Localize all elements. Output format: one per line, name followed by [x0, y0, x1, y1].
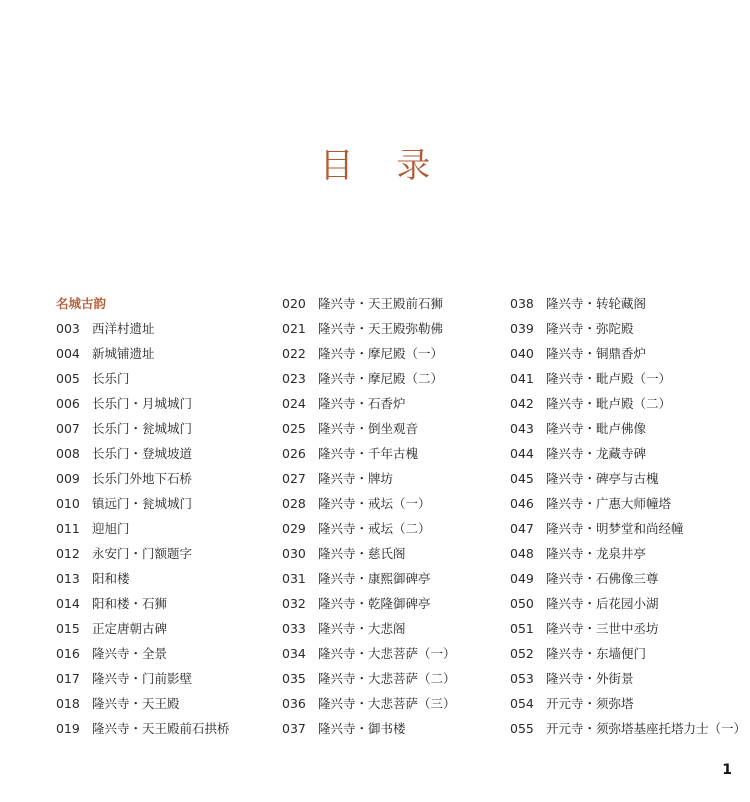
toc-entry-page-number: 004: [56, 346, 80, 361]
toc-entry-title: 阳和楼・石狮: [92, 596, 168, 611]
toc-column-1: [56, 291, 276, 741]
toc-entry[interactable]: [56, 616, 276, 641]
toc-entry-page-number: 028: [282, 496, 306, 511]
toc-entry-title: 隆兴寺・天王殿: [92, 696, 180, 711]
toc-entry[interactable]: [56, 441, 276, 466]
toc-entry[interactable]: [56, 516, 276, 541]
toc-entry[interactable]: [510, 491, 746, 516]
toc-entry[interactable]: [510, 616, 746, 641]
toc-entry-page-number: 010: [56, 496, 80, 511]
toc-entries-col-1: [56, 316, 276, 741]
toc-entry-title: 隆兴寺・弥陀殿: [546, 321, 634, 336]
toc-entry[interactable]: [282, 616, 508, 641]
toc-entry-page-number: 053: [510, 671, 534, 686]
toc-entry[interactable]: [282, 691, 508, 716]
toc-entry[interactable]: [510, 341, 746, 366]
toc-entry[interactable]: [282, 391, 508, 416]
toc-entry-title: 隆兴寺・康熙御碑亭: [318, 571, 431, 586]
toc-entry-title: 隆兴寺・天王殿前石拱桥: [92, 721, 230, 736]
toc-entry-page-number: 031: [282, 571, 306, 586]
toc-entry-page-number: 054: [510, 696, 534, 711]
toc-entry-page-number: 005: [56, 371, 80, 386]
toc-entry-page-number: 042: [510, 396, 534, 411]
toc-entry[interactable]: [56, 716, 276, 741]
toc-entry-page-number: 044: [510, 446, 534, 461]
toc-entry[interactable]: [282, 416, 508, 441]
toc-entry-page-number: 032: [282, 596, 306, 611]
toc-entry-page-number: 037: [282, 721, 306, 736]
toc-entry[interactable]: [56, 591, 276, 616]
toc-entry-title: 隆兴寺・转轮藏阁: [546, 296, 647, 311]
toc-entry-page-number: 047: [510, 521, 534, 536]
toc-entry-title: 隆兴寺・大悲菩萨（一）: [318, 646, 456, 661]
toc-entry-title: 新城铺遗址: [92, 346, 155, 361]
toc-entry[interactable]: [510, 666, 746, 691]
toc-entry-title: 迎旭门: [92, 521, 130, 536]
toc-entry-title: 长乐门・月城城门: [92, 396, 193, 411]
toc-entry[interactable]: [510, 516, 746, 541]
toc-entry-title: 隆兴寺・御书楼: [318, 721, 406, 736]
toc-entry-title: 隆兴寺・大悲阁: [318, 621, 406, 636]
toc-entry-title: 隆兴寺・碑亭与古槐: [546, 471, 659, 486]
toc-entry[interactable]: [282, 341, 508, 366]
toc-entry-page-number: 038: [510, 296, 534, 311]
toc-entry[interactable]: [510, 691, 746, 716]
page-title: 目 录: [319, 146, 447, 186]
toc-entry-page-number: 022: [282, 346, 306, 361]
toc-entry[interactable]: [510, 716, 746, 741]
toc-entry-title: 长乐门・登城坡道: [92, 446, 193, 461]
page-number: 1: [722, 762, 732, 778]
toc-entry-title: 隆兴寺・慈氏阁: [318, 546, 406, 561]
toc-entry-page-number: 007: [56, 421, 80, 436]
toc-entry-page-number: 043: [510, 421, 534, 436]
toc-column-3: [510, 291, 746, 741]
toc-entry[interactable]: [56, 316, 276, 341]
toc-entry[interactable]: [56, 541, 276, 566]
toc-entry-page-number: 039: [510, 321, 534, 336]
toc-entry[interactable]: [510, 316, 746, 341]
toc-entry[interactable]: [282, 366, 508, 391]
toc-entry-page-number: 018: [56, 696, 80, 711]
toc-entry-title: 隆兴寺・东墙便门: [546, 646, 647, 661]
toc-entry-page-number: 034: [282, 646, 306, 661]
toc-entry-page-number: 041: [510, 371, 534, 386]
toc-column-2: [282, 291, 508, 741]
toc-entry[interactable]: [510, 641, 746, 666]
toc-entry-title: 隆兴寺・天王殿弥勒佛: [318, 321, 444, 336]
toc-entry-page-number: 055: [510, 721, 534, 736]
toc-entry-title: 阳和楼: [92, 571, 130, 586]
toc-entry-page-number: 035: [282, 671, 306, 686]
toc-entries-col-2: [282, 291, 508, 741]
toc-entry-page-number: 052: [510, 646, 534, 661]
toc-entry[interactable]: [56, 491, 276, 516]
toc-entry[interactable]: [510, 366, 746, 391]
toc-entries-col-3: [510, 291, 746, 741]
toc-entry-page-number: 011: [56, 521, 80, 536]
toc-entry-title: 隆兴寺・毗卢佛像: [546, 421, 647, 436]
toc-entry[interactable]: [56, 391, 276, 416]
toc-entry-page-number: 036: [282, 696, 306, 711]
toc-entry-page-number: 024: [282, 396, 306, 411]
toc-entry-title: 开元寺・须弥塔基座托塔力士（一）: [546, 721, 747, 736]
table-of-contents: [56, 291, 746, 751]
toc-entry-page-number: 030: [282, 546, 306, 561]
toc-entry[interactable]: [56, 666, 276, 691]
toc-entry-page-number: 023: [282, 371, 306, 386]
toc-entry-page-number: 027: [282, 471, 306, 486]
toc-entry-page-number: 029: [282, 521, 306, 536]
toc-entry-title: 隆兴寺・摩尼殿（二）: [318, 371, 444, 386]
toc-entry[interactable]: [282, 516, 508, 541]
toc-entry-page-number: 016: [56, 646, 80, 661]
toc-entry[interactable]: [282, 666, 508, 691]
toc-entry-page-number: 025: [282, 421, 306, 436]
toc-entry-title: 隆兴寺・外街景: [546, 671, 634, 686]
toc-entry-page-number: 050: [510, 596, 534, 611]
toc-entry-page-number: 015: [56, 621, 80, 636]
toc-entry[interactable]: [282, 566, 508, 591]
toc-entry-title: 正定唐朝古碑: [92, 621, 168, 636]
toc-entry-page-number: 048: [510, 546, 534, 561]
toc-entry-title: 隆兴寺・戒坛（二）: [318, 521, 431, 536]
toc-entry[interactable]: [282, 641, 508, 666]
toc-entry[interactable]: [282, 716, 508, 741]
toc-entry-title: 隆兴寺・广惠大师幢塔: [546, 496, 672, 511]
toc-entry-title: 隆兴寺・明梦堂和尚经幢: [546, 521, 684, 536]
toc-entry-page-number: 026: [282, 446, 306, 461]
toc-entry-title: 隆兴寺・倒坐观音: [318, 421, 419, 436]
toc-entry-title: 隆兴寺・石佛像三尊: [546, 571, 659, 586]
toc-entry[interactable]: [282, 466, 508, 491]
toc-entry-page-number: 040: [510, 346, 534, 361]
toc-entry[interactable]: [282, 491, 508, 516]
toc-entry-title: 镇远门・瓮城城门: [92, 496, 193, 511]
toc-entry-title: 隆兴寺・全景: [92, 646, 168, 661]
toc-entry[interactable]: [510, 591, 746, 616]
toc-entry-title: 隆兴寺・摩尼殿（一）: [318, 346, 444, 361]
toc-entry[interactable]: [56, 466, 276, 491]
toc-entry[interactable]: [282, 541, 508, 566]
toc-entry-title: 长乐门・瓮城城门: [92, 421, 193, 436]
toc-entry-title: 隆兴寺・大悲菩萨（三）: [318, 696, 456, 711]
toc-entry-title: 长乐门外地下石桥: [92, 471, 193, 486]
toc-entry[interactable]: [510, 291, 746, 316]
toc-entry-page-number: 051: [510, 621, 534, 636]
toc-entry-title: 隆兴寺・戒坛（一）: [318, 496, 431, 511]
toc-entry-page-number: 021: [282, 321, 306, 336]
toc-entry-page-number: 019: [56, 721, 80, 736]
toc-entry[interactable]: [56, 641, 276, 666]
toc-entry[interactable]: [282, 316, 508, 341]
toc-entry-page-number: 013: [56, 571, 80, 586]
toc-entry-page-number: 033: [282, 621, 306, 636]
toc-entry-title: 隆兴寺・大悲菩萨（二）: [318, 671, 456, 686]
toc-entry-page-number: 049: [510, 571, 534, 586]
toc-entry-title: 隆兴寺・乾隆御碑亭: [318, 596, 431, 611]
toc-entry-title: 隆兴寺・铜鼎香炉: [546, 346, 647, 361]
toc-entry-title: 隆兴寺・龙泉井亭: [546, 546, 647, 561]
toc-entry-page-number: 046: [510, 496, 534, 511]
toc-entry-title: 隆兴寺・三世中丞坊: [546, 621, 659, 636]
toc-entry[interactable]: [510, 441, 746, 466]
toc-entry-title: 隆兴寺・天王殿前石狮: [318, 296, 444, 311]
toc-entry-title: 隆兴寺・石香炉: [318, 396, 406, 411]
toc-entry-page-number: 020: [282, 296, 306, 311]
toc-entry[interactable]: [510, 391, 746, 416]
toc-entry-title: 开元寺・须弥塔: [546, 696, 634, 711]
toc-entry-title: 隆兴寺・毗卢殿（一）: [546, 371, 672, 386]
toc-entry[interactable]: [510, 466, 746, 491]
toc-entry[interactable]: [56, 566, 276, 591]
toc-entry[interactable]: [510, 566, 746, 591]
toc-entry-title: 隆兴寺・后花园小湖: [546, 596, 659, 611]
toc-entry-page-number: 014: [56, 596, 80, 611]
toc-entry-page-number: 012: [56, 546, 80, 561]
toc-entry-title: 长乐门: [92, 371, 130, 386]
toc-entry-title: 隆兴寺・龙藏寺碑: [546, 446, 647, 461]
toc-entry[interactable]: [510, 541, 746, 566]
toc-entry-page-number: 006: [56, 396, 80, 411]
toc-entry-page-number: 009: [56, 471, 80, 486]
toc-entry[interactable]: [56, 366, 276, 391]
toc-entry-page-number: 017: [56, 671, 80, 686]
toc-entry-title: 隆兴寺・毗卢殿（二）: [546, 396, 672, 411]
toc-entry[interactable]: [282, 591, 508, 616]
toc-entry-page-number: 045: [510, 471, 534, 486]
toc-entry-page-number: 008: [56, 446, 80, 461]
toc-entry[interactable]: [56, 341, 276, 366]
toc-entry-title: 隆兴寺・牌坊: [318, 471, 394, 486]
toc-entry-title: 隆兴寺・门前影壁: [92, 671, 193, 686]
toc-entry-title: 西洋村遗址: [92, 321, 155, 336]
section-label: 名城古韵: [56, 296, 107, 311]
toc-entry[interactable]: [282, 291, 508, 316]
toc-entry[interactable]: [282, 441, 508, 466]
toc-entry-title: 永安门・门额题字: [92, 546, 193, 561]
toc-entry-title: 隆兴寺・千年古槐: [318, 446, 419, 461]
toc-entry[interactable]: [56, 691, 276, 716]
toc-entry[interactable]: [510, 416, 746, 441]
toc-entry-page-number: 003: [56, 321, 80, 336]
toc-entry[interactable]: [56, 416, 276, 441]
